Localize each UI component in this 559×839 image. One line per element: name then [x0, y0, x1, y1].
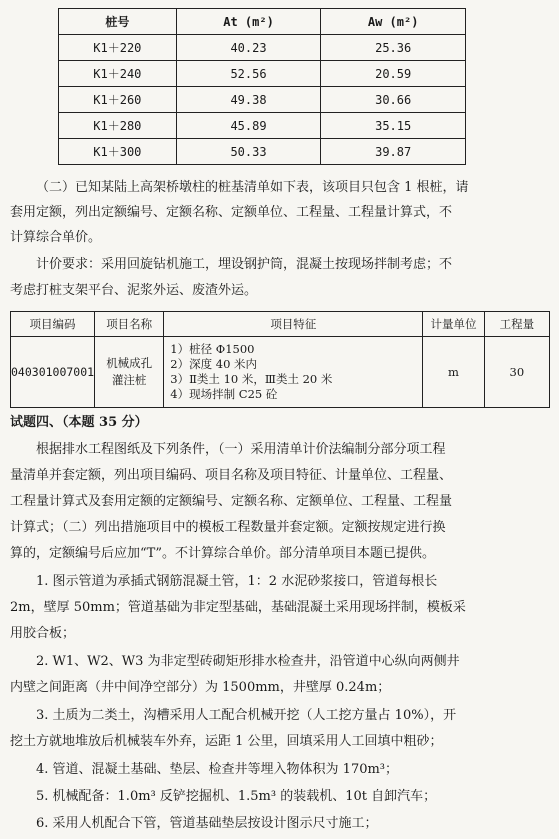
header-at: At (m²) [176, 9, 321, 35]
question-four-title: 试题四、（本题 35 分） [10, 415, 148, 430]
table-row [59, 87, 466, 113]
cell-aw: 35.15 [321, 113, 466, 139]
q4-condition-line: 内壁之间距离（井中间净空部分）为 1500mm，井壁厚 0.24m； [10, 680, 391, 695]
q4-paragraph-line: 量清单并套定额，列出项目编码、项目名称及项目特征、计量单位、工程量、 [10, 468, 453, 483]
feature-line: 4）现场拌制 C25 砼 [170, 387, 278, 401]
cell-aw: 25.36 [321, 35, 466, 61]
q4-paragraph-line: 工程量计算式及套用定额的定额编号、定额名称、定额单位、工程量、工程量 [10, 494, 453, 509]
item-name-line: 灌注桩 [111, 373, 147, 387]
q4-condition-line: 2m，壁厚 50mm；管道基础为非定型基础，基础混凝土采用现场拌制，模板采 [10, 600, 466, 615]
cell-station: K1＋300 [59, 139, 177, 165]
item-name-line: 机械成孔 [106, 356, 153, 370]
table-row [59, 35, 466, 61]
q4-paragraph-line: 根据排水工程图纸及下列条件，（一）采用清单计价法编制分部分项工程 [36, 442, 446, 457]
q4-condition-line: 2. W1、W2、W3 为非定型砖砌矩形排水检查井，沿管道中心纵向两侧井 [36, 654, 460, 669]
q4-condition-line: 5. 机械配备：1.0m³ 反铲挖掘机、1.5m³ 的装载机、10t 自卸汽车； [36, 789, 437, 804]
header-aw: Aw (m²) [321, 9, 466, 35]
q4-condition-line: 3. 土质为二类土，沟槽采用人工配合机械开挖（人工挖方量占 10%），开 [36, 708, 457, 723]
pricing-requirement: 考虑打桩支架平台、泥浆外运、废渣外运。 [10, 283, 258, 298]
q4-condition-line: 用胶合板； [10, 626, 76, 641]
cell-at: 45.89 [176, 113, 321, 139]
table-row [11, 337, 550, 408]
cell-quantity: 30 [484, 337, 549, 408]
table-header-row [59, 9, 466, 35]
cell-item-name [95, 337, 164, 408]
header-station: 桩号 [59, 9, 177, 35]
cell-item-code: 040301007001 [11, 337, 95, 408]
section2-line: （二）已知某陆上高架桥墩柱的桩基清单如下表，该项目只包含 1 根桩，请 [36, 180, 469, 195]
section2-line: 计算综合单价。 [10, 230, 102, 245]
q4-condition-line: 6. 采用人机配合下管，管道基础垫层按设计图示尺寸施工； [36, 816, 378, 831]
cell-at: 40.23 [176, 35, 321, 61]
table-row [59, 139, 466, 165]
header-quantity: 工程量 [484, 312, 549, 337]
cell-aw: 20.59 [321, 61, 466, 87]
pricing-requirement: 计价要求：采用回旋钻机施工，埋设钢护筒，混凝土按现场拌制考虑；不 [36, 257, 453, 272]
table-header-row [11, 312, 550, 337]
header-item-name: 项目名称 [95, 312, 164, 337]
pile-bill-table [10, 311, 550, 408]
cell-item-features [164, 337, 423, 408]
cell-station: K1＋260 [59, 87, 177, 113]
q4-condition-line: 4. 管道、混凝土基础、垫层、检查井等埋入物体积为 170m³； [36, 762, 399, 777]
header-unit: 计量单位 [423, 312, 484, 337]
cell-station: K1＋220 [59, 35, 177, 61]
cell-station: K1＋240 [59, 61, 177, 87]
table-row [59, 61, 466, 87]
q4-paragraph-line: 计算式；（二）列出措施项目中的模板工程数量并套定额。定额按规定进行换 [10, 520, 446, 535]
cell-aw: 30.66 [321, 87, 466, 113]
q4-condition-line: 挖土方就地堆放后机械装车外弃，运距 1 公里，回填采用人工回填中粗砂； [10, 734, 443, 749]
cell-unit: m [423, 337, 484, 408]
table-row [59, 113, 466, 139]
feature-line: 3）Ⅱ类土 10 米，Ⅲ类土 20 米 [170, 372, 333, 386]
feature-line: 1）桩径 Φ1500 [170, 342, 255, 356]
q4-paragraph-line: 算的，定额编号后应加“T”。不计算综合单价。部分清单项目本题已提供。 [10, 546, 435, 561]
feature-line: 2）深度 40 米内 [170, 357, 258, 371]
cross-section-area-table [58, 8, 466, 165]
header-item-code: 项目编码 [11, 312, 95, 337]
cell-station: K1＋280 [59, 113, 177, 139]
cell-at: 50.33 [176, 139, 321, 165]
q4-condition-line: 1. 图示管道为承插式钢筋混凝土管，1：2 水泥砂浆接口，管道每根长 [36, 574, 438, 589]
header-item-features: 项目特征 [164, 312, 423, 337]
cell-aw: 39.87 [321, 139, 466, 165]
section2-line: 套用定额，列出定额编号、定额名称、定额单位、工程量、工程量计算式，不 [10, 205, 453, 220]
cell-at: 49.38 [176, 87, 321, 113]
cell-at: 52.56 [176, 61, 321, 87]
